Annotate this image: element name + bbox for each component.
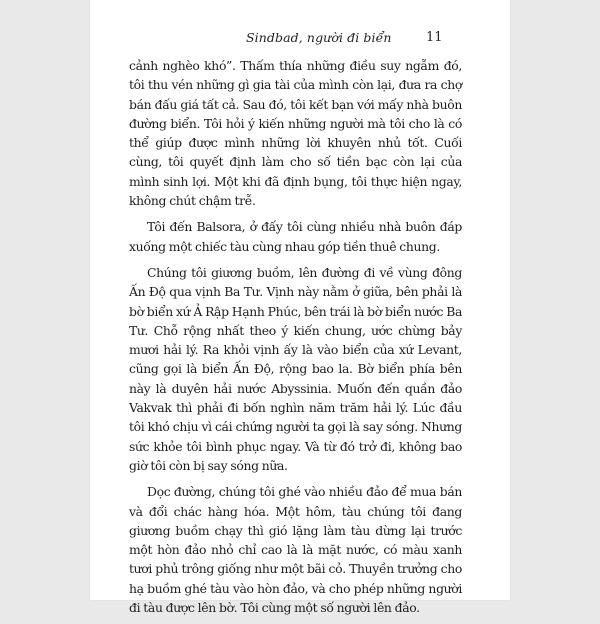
paragraph-3: Chúng tôi giương buồm, lên đường đi về vùng đông Ấn Độ qua vịnh Ba Tư. Vịnh này nằm ở giữa, bên phải là bờ biển xứ Ả Rập Hạnh Phúc, bên trái là bờ biển nước Ba Tư. Chỗ rộng nhất theo ý kiến chung, ước chừng bảy mươi hải lý. Ra khỏi vịnh ấy là vào biển của xứ Levant, cũng gọi là biển Ấn Độ, rộng bao la. Bờ biển phía bên này là duyên hải nước Abyssinia. Muốn đến quần đảo Vakvak thì phải đi bốn nghìn năm trăm hải lý. Lúc đầu tôi khó chịu vì cái chứng người ta gọi là say sóng. Nhưng sức khỏe tôi bình phục ngay. Và từ đó trở đi, không bao giờ tôi còn bị say sóng nữa.	[129, 264, 462, 473]
paragraph-1: cảnh nghèo khó”. Thấm thía những điều suy ngẫm đó, tôi thu vén những gì gia tài của mình còn lại, đưa ra chợ bán đấu giá tất cả. Sau đó, tôi kết bạn với mấy nhà buôn đường biển. Tôi hỏi ý kiến những người mà tôi cho là có thể giúp được mình những lời khuyên nhủ tốt. Cuối cùng, tôi quyết định làm cho số tiền bạc còn lại của mình sinh lợi. Một khi đã định bụng, tôi thực hiện ngay, không chút chậm trễ.	[129, 58, 462, 209]
book-page	[90, 0, 510, 616]
paragraph-4: Dọc đường, chúng tôi ghé vào nhiều đảo để mua bán và đổi chác hàng hóa. Một hôm, tàu chúng tôi đang giương buồm chạy thì gió lặng làm tàu dừng lại trước một hòn đảo nhỏ chỉ cao là là mặt nước, có màu xanh tươi phủ trông giống như một bãi cỏ. Thuyền trưởng cho hạ buồm ghé tàu vào hòn đảo, và cho phép những người đi tàu được lên bờ. Tôi cùng một số người lên đảo.	[129, 484, 462, 616]
page-number: 11	[426, 30, 443, 45]
body-text	[129, 56, 462, 624]
paragraph-2: Tôi đến Balsora, ở đấy tôi cùng nhiều nhà buôn đáp xuống một chiếc tàu cùng nhau góp tiền thuê chung.	[129, 219, 462, 254]
running-header-title: Sindbad, người đi biển	[246, 30, 392, 45]
running-header	[90, 30, 510, 48]
